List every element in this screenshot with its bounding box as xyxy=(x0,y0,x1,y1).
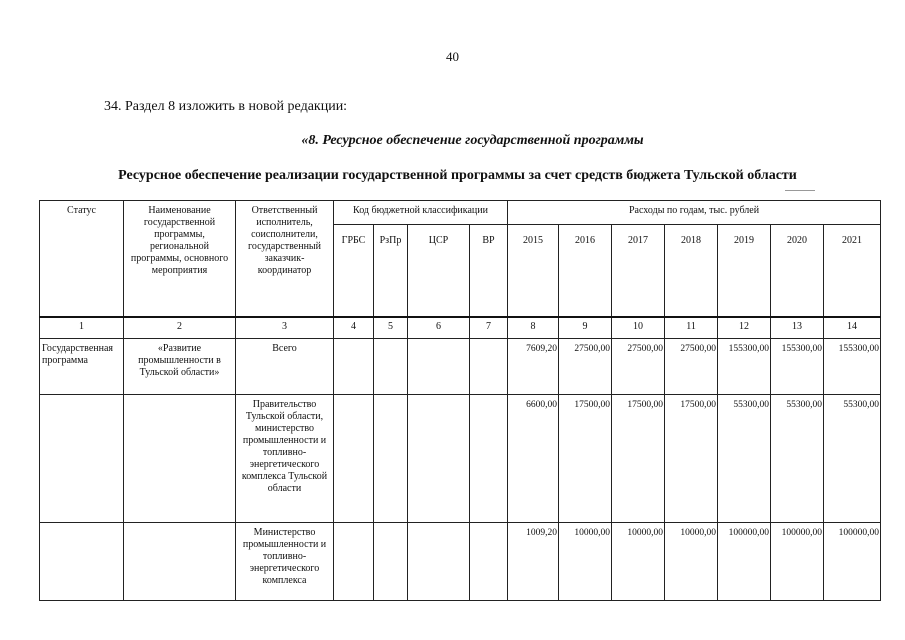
column-number-row xyxy=(40,317,881,339)
row-value: 1009,20 xyxy=(508,523,559,601)
row-value: 27500,00 xyxy=(559,339,612,395)
row-code-csr xyxy=(408,339,470,395)
row-code-rzpr xyxy=(374,339,408,395)
column-number: 9 xyxy=(559,317,612,339)
header-budget-code: Код бюджетной классификации xyxy=(334,201,508,225)
row-status: Государственная программа xyxy=(40,339,124,395)
column-number: 1 xyxy=(40,317,124,339)
column-number: 14 xyxy=(824,317,881,339)
header-year: 2019 xyxy=(718,225,771,318)
column-number: 4 xyxy=(334,317,374,339)
header-code-csr: ЦСР xyxy=(408,225,470,318)
header-code-vr: ВР xyxy=(470,225,508,318)
instruction-text: 34. Раздел 8 изложить в новой редакции: xyxy=(104,99,348,114)
row-code-csr xyxy=(408,395,470,523)
row-code-rzpr xyxy=(374,523,408,601)
row-value: 27500,00 xyxy=(665,339,718,395)
header-name: Наименование государственной программы, региональной программы, основного мероприятия xyxy=(124,201,236,318)
row-name xyxy=(124,395,236,523)
table-row xyxy=(40,339,881,395)
row-code-vr xyxy=(470,395,508,523)
row-value: 100000,00 xyxy=(824,523,881,601)
column-number: 13 xyxy=(771,317,824,339)
header-year: 2018 xyxy=(665,225,718,318)
row-value: 100000,00 xyxy=(771,523,824,601)
column-number: 5 xyxy=(374,317,408,339)
row-value: 55300,00 xyxy=(718,395,771,523)
row-value: 155300,00 xyxy=(718,339,771,395)
header-executor: Ответственный исполнитель, соисполнители, государственный заказчик-координатор xyxy=(236,201,334,318)
row-value: 17500,00 xyxy=(665,395,718,523)
row-name xyxy=(124,523,236,601)
column-number: 3 xyxy=(236,317,334,339)
row-executor: Министерство промышленности и топливно-энергетического комплекса xyxy=(236,523,334,601)
row-executor: Всего xyxy=(236,339,334,395)
row-code-grbs xyxy=(334,523,374,601)
row-value: 17500,00 xyxy=(612,395,665,523)
header-expenses: Расходы по годам, тыс. рублей xyxy=(508,201,881,225)
header-year: 2017 xyxy=(612,225,665,318)
column-number: 8 xyxy=(508,317,559,339)
column-number: 10 xyxy=(612,317,665,339)
row-value: 155300,00 xyxy=(824,339,881,395)
row-code-vr xyxy=(470,523,508,601)
header-year: 2021 xyxy=(824,225,881,318)
row-executor: Правительство Тульской области, министерство промышленности и топливно-энергетического комплекса Тульской области xyxy=(236,395,334,523)
table-row xyxy=(40,523,881,601)
resource-table xyxy=(39,200,881,601)
column-number: 2 xyxy=(124,317,236,339)
column-number: 6 xyxy=(408,317,470,339)
row-value: 10000,00 xyxy=(665,523,718,601)
row-value: 27500,00 xyxy=(612,339,665,395)
header-year: 2020 xyxy=(771,225,824,318)
row-value: 155300,00 xyxy=(771,339,824,395)
row-value: 55300,00 xyxy=(771,395,824,523)
decorative-rule xyxy=(785,190,815,191)
header-status: Статус xyxy=(40,201,124,318)
column-number: 7 xyxy=(470,317,508,339)
row-value: 100000,00 xyxy=(718,523,771,601)
row-value: 17500,00 xyxy=(559,395,612,523)
page-number: 40 xyxy=(446,49,459,64)
section-title: «8. Ресурсное обеспечение государственной программы xyxy=(301,133,644,148)
row-name: «Развитие промышленности в Тульской области» xyxy=(124,339,236,395)
row-code-rzpr xyxy=(374,395,408,523)
header-year: 2016 xyxy=(559,225,612,318)
row-value: 10000,00 xyxy=(559,523,612,601)
row-value: 7609,20 xyxy=(508,339,559,395)
row-code-vr xyxy=(470,339,508,395)
row-value: 55300,00 xyxy=(824,395,881,523)
row-code-grbs xyxy=(334,339,374,395)
row-code-grbs xyxy=(334,395,374,523)
column-number: 12 xyxy=(718,317,771,339)
row-value: 6600,00 xyxy=(508,395,559,523)
header-code-grbs: ГРБС xyxy=(334,225,374,318)
row-status xyxy=(40,395,124,523)
column-number: 11 xyxy=(665,317,718,339)
row-status xyxy=(40,523,124,601)
row-value: 10000,00 xyxy=(612,523,665,601)
table-title: Ресурсное обеспечение реализации государственной программы за счет средств бюджета Тульской области xyxy=(118,168,797,183)
row-code-csr xyxy=(408,523,470,601)
header-code-rzpr: РзПр xyxy=(374,225,408,318)
header-year: 2015 xyxy=(508,225,559,318)
table-row xyxy=(40,395,881,523)
